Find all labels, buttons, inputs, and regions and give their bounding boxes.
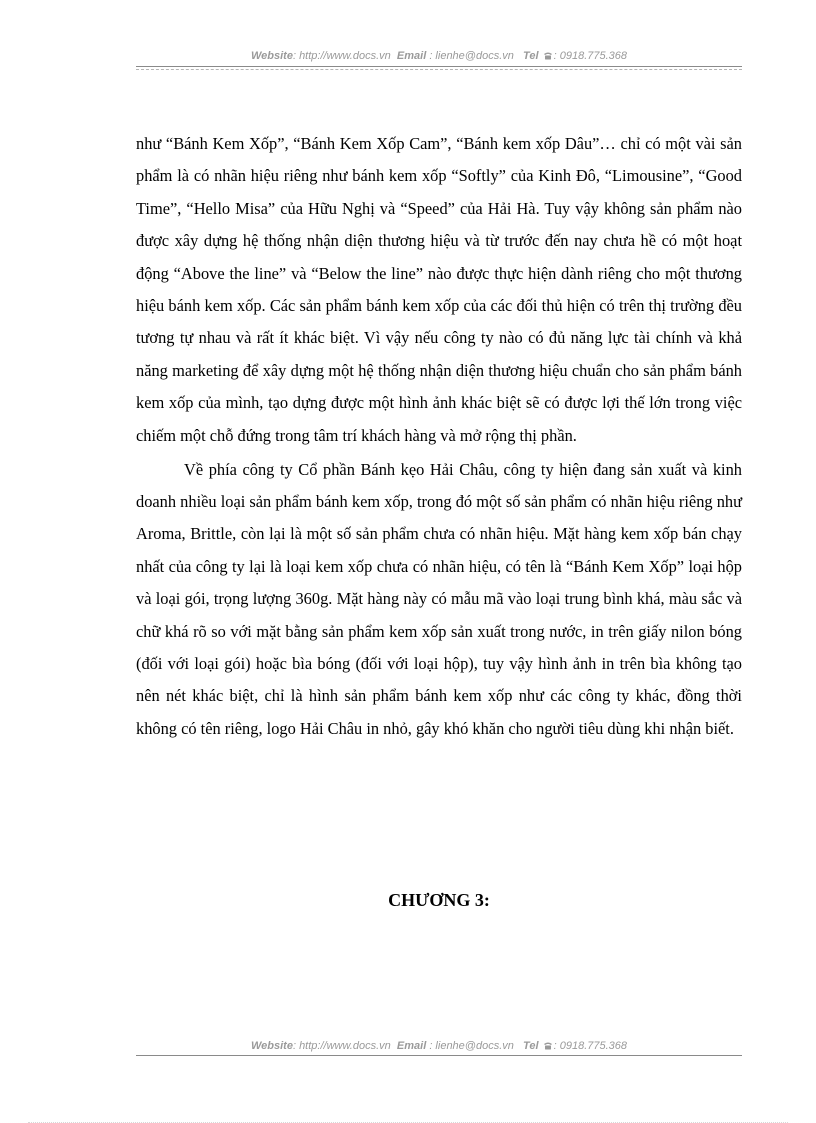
phone-icon — [543, 1041, 553, 1050]
chapter-heading: CHƯƠNG 3: — [388, 890, 490, 910]
header-website-label: Website — [250, 50, 293, 62]
header-rule-dashed — [136, 69, 742, 70]
paragraph-1: như “Bánh Kem Xốp”, “Bánh Kem Xốp Cam”, “Bánh kem xốp Dâu”… chỉ có một vài sản phẩm là có nhãn hiệu riêng như bánh kem xốp “Softly” của Kinh Đô, “Limousine”, “Good Time”, “Hello Misa” của Hữu Nghị và “Speed” của Hải Hà. Tuy vậy không sản phẩm nào được xây dựng hệ thống nhận diện thương hiệu và từ trước đến nay chưa hề có một hoạt động “Above the line” và “Below the line” nào được thực hiện dành riêng cho một thương hiệu bánh kem xốp. Các sản phẩm bánh kem xốp của các đối thủ hiện có trên thị trường đều tương tự nhau và rất ít khác biệt. Vì vậy nếu công ty nào có đủ năng lực tài chính và khả năng marketing để xây dựng một hệ thống nhận diện thương hiệu chuẩn cho sản phẩm bánh kem xốp của mình, tạo dựng được một hình ảnh khác biệt sẽ có được lợi thế lớn trong việc chiếm một chỗ đứng trong tâm trí khách hàng và mở rộng thị phần. — [136, 134, 742, 445]
phone-icon — [543, 51, 553, 60]
document-body — [136, 128, 742, 747]
header-email-label: Email — [396, 50, 427, 62]
paragraph-2: Về phía công ty Cổ phần Bánh kẹo Hải Châu, công ty hiện đang sản xuất và kinh doanh nhiều loại sản phẩm bánh kem xốp, trong đó một số sản phẩm có nhãn hiệu riêng như Aroma, Brittle, còn lại là một số sản phẩm chưa có nhãn hiệu. Mặt hàng kem xốp bán chạy nhất của công ty lại là loại kem xốp chưa có nhãn hiệu, có tên là “Bánh Kem Xốp” loại hộp và loại gói, trọng lượng 360g. Mặt hàng này có mẫu mã vào loại trung bình khá, màu sắc và chữ khá rõ so với mặt bằng sản phẩm kem xốp sản xuất trong nước, in trên giấy nilon bóng (đối với loại gói) hoặc bìa bóng (đối với loại hộp), tuy vậy hình ảnh in trên bìa không tạo nên nét khác biệt, chỉ là hình sản phẩm bánh kem xốp như các công ty khác, đồng thời không có tên riêng, logo Hải Châu in nhỏ, gây khó khăn cho người tiêu dùng khi nhận biết. — [136, 459, 742, 738]
footer-website-label: Website — [250, 1040, 293, 1052]
footer-tel-label: Tel — [523, 1040, 539, 1052]
footer-website-value[interactable]: : http://www.docs.vn — [292, 1040, 391, 1052]
footer-tel-value: : 0918.775.368 — [553, 1040, 628, 1052]
page-header — [136, 49, 742, 63]
footer-rule — [136, 1055, 742, 1056]
header-tel-label: Tel — [523, 50, 539, 62]
footer-email-label: Email — [396, 1040, 427, 1052]
header-email-value[interactable]: : lienhe@docs.vn — [426, 50, 514, 62]
footer-email-value[interactable]: : lienhe@docs.vn — [426, 1040, 514, 1052]
header-tel-value: : 0918.775.368 — [553, 50, 628, 62]
header-website-value[interactable]: : http://www.docs.vn — [292, 50, 391, 62]
page-footer — [136, 1039, 742, 1053]
header-rule — [136, 66, 742, 67]
